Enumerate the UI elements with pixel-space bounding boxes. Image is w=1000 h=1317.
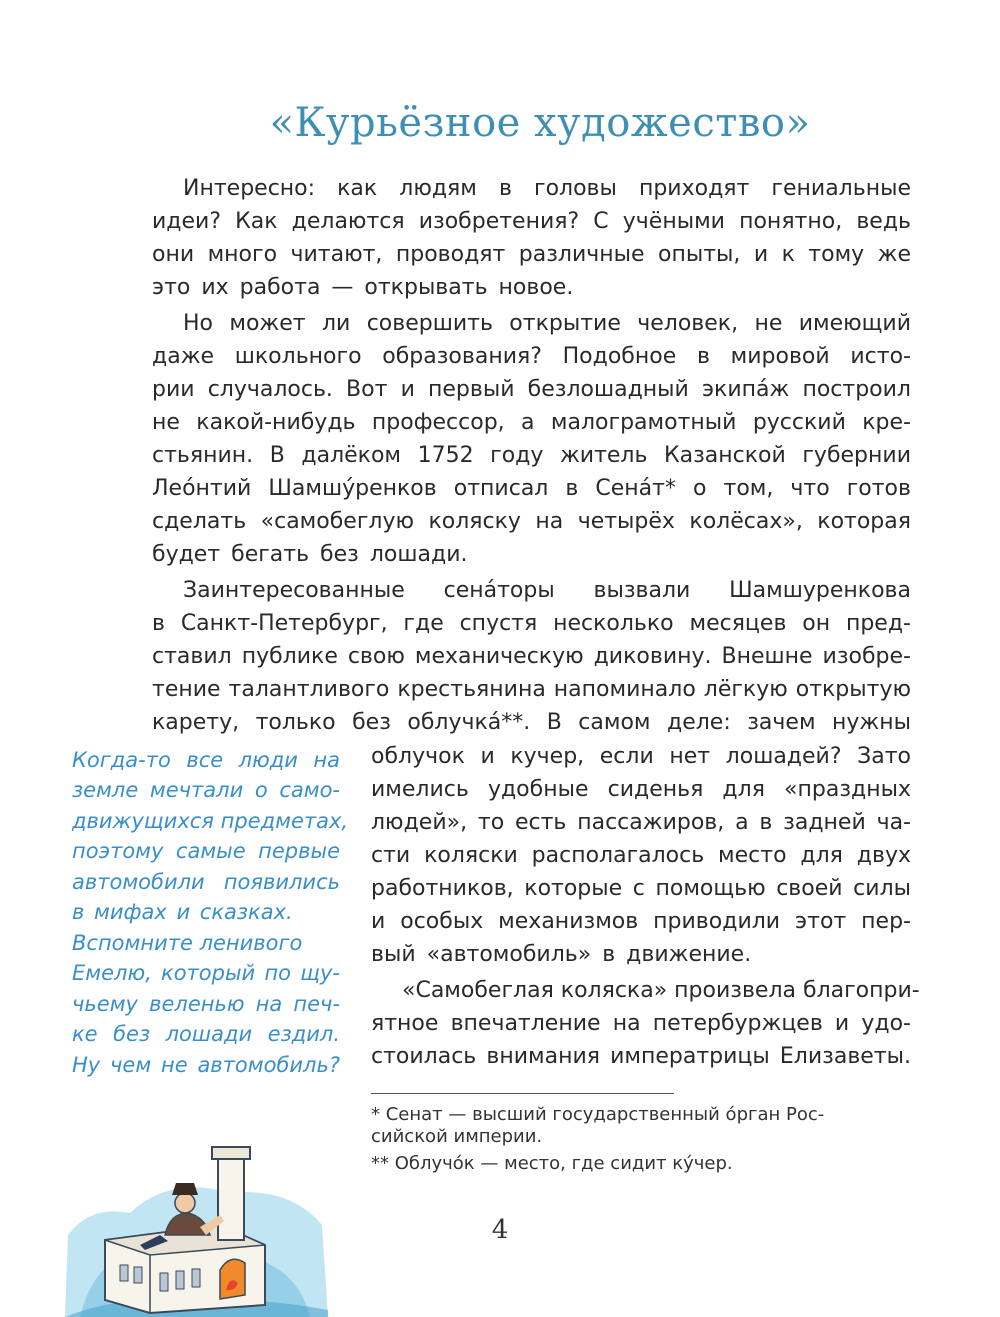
text-line: в Санкт-Петербург, где спустя несколько месяцев он пред- <box>152 611 911 636</box>
text-line: не какой-нибудь профессор, а малограмотный русский кре- <box>152 410 911 435</box>
text-line: работников, которые с помощью своей силы <box>371 876 911 901</box>
text-line: даже школьного образования? Подобное в мировой исто- <box>152 344 911 369</box>
text-line: Заинтересованные сена́торы вызвали Шамшуренкова <box>183 578 911 603</box>
text-line: идеи? Как делаются изобретения? С учёными понятно, ведь <box>152 209 911 234</box>
text-line: вый «автомобиль» в движение. <box>371 942 752 967</box>
text-line: Лео́нтий Шамшу́ренков отписал в Сена́т* о том, что готов <box>152 476 911 501</box>
text-line: «Самобеглая коляска» произвела благопри- <box>402 978 920 1003</box>
text-line: Но может ли совершить открытие человек, не имеющий <box>183 311 911 336</box>
sidebar-note-line: Когда-то все люди на <box>72 748 340 772</box>
footnote-2: ** Облучо́к — место, где сидит ку́чер. <box>371 1153 733 1174</box>
text-line: сделать «самобеглую коляску на четырёх колёсах», которая <box>152 509 911 534</box>
text-line: людей», то есть пассажиров, а в задней ча- <box>371 810 911 835</box>
text-line: будет бегать без лошади. <box>152 542 468 567</box>
text-line: облучок и кучер, если нет лошадей? Зато <box>371 744 911 769</box>
sidebar-note-line: чьему веленью на печ- <box>72 992 340 1016</box>
sidebar-note-line: автомобили появились <box>72 870 340 894</box>
text-line: карету, только без облучка́**. В самом деле: зачем нужны <box>152 710 911 735</box>
sidebar-note-line: движущихся предметах, <box>72 809 349 833</box>
footnote-1-continued: сийской империи. <box>371 1126 543 1147</box>
text-line: и особых механизмов приводили этот пер- <box>371 909 911 934</box>
text-line: это их работа — открывать новое. <box>152 275 574 300</box>
text-line: ставил публике свою механическую диковину. Внешне изобре- <box>152 644 911 669</box>
text-line: ятное впечатление на петербуржцев и удо- <box>371 1011 911 1036</box>
sidebar-note-line: земле мечтали о само- <box>72 778 340 802</box>
sidebar-note-line: поэтому самые первые <box>72 839 340 863</box>
sidebar-note-line: Вспомните ленивого <box>72 931 303 955</box>
text-line: тение талантливого крестьянина напоминало лёгкую открытую <box>152 677 911 702</box>
sidebar-note-line: ке без лошади ездил. <box>72 1022 340 1046</box>
emelya-stove-illustration <box>60 1095 330 1317</box>
sidebar-note-line: Ну чем не автомобиль? <box>72 1053 340 1077</box>
footnote-1: * Сенат — высший государственный о́рган Рос- <box>371 1104 825 1125</box>
text-line: Интересно: как людям в головы приходят гениальные <box>183 176 911 201</box>
text-line: стьянин. В далёком 1752 году житель Казанской губернии <box>152 443 911 468</box>
text-line: рии случалось. Вот и первый безлошадный экипа́ж построил <box>152 377 911 402</box>
sidebar-note-line: в мифах и сказках. <box>72 900 293 924</box>
footnote-divider <box>371 1093 674 1094</box>
page-number: 4 <box>491 1215 509 1245</box>
page-title: «Курьёзное художество» <box>269 100 811 146</box>
text-line: имелись удобные сиденья для «праздных <box>371 777 911 802</box>
text-line: стоилась внимания императрицы Елизаветы. <box>371 1044 911 1069</box>
text-line: они много читают, проводят различные опыты, и к тому же <box>152 242 911 267</box>
text-line: сти коляски располагалось место для двух <box>371 843 911 868</box>
sidebar-note-line: Емелю, который по щу- <box>72 961 340 985</box>
